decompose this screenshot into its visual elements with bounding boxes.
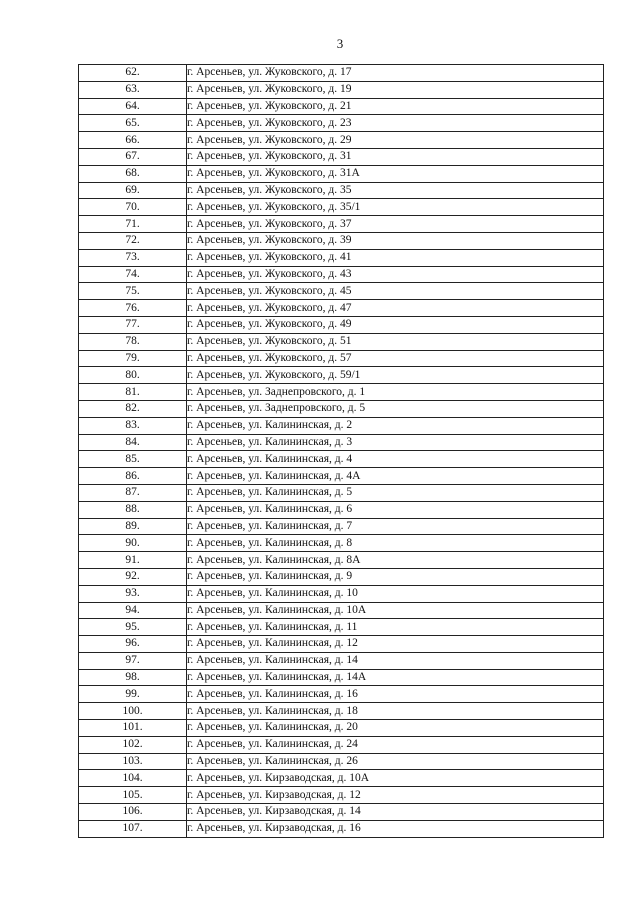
table-row xyxy=(79,501,604,518)
table-row xyxy=(79,820,604,837)
row-address: г. Арсеньев, ул. Калининская, д. 9 xyxy=(187,568,604,585)
row-address: г. Арсеньев, ул. Кирзаводская, д. 10А xyxy=(187,770,604,787)
row-address: г. Арсеньев, ул. Жуковского, д. 21 xyxy=(187,98,604,115)
table-row xyxy=(79,535,604,552)
table-row xyxy=(79,434,604,451)
row-address: г. Арсеньев, ул. Жуковского, д. 35 xyxy=(187,182,604,199)
row-address: г. Арсеньев, ул. Калининская, д. 14А xyxy=(187,669,604,686)
row-address: г. Арсеньев, ул. Жуковского, д. 43 xyxy=(187,266,604,283)
row-number: 89. xyxy=(79,518,187,535)
table-row xyxy=(79,703,604,720)
row-address: г. Арсеньев, ул. Жуковского, д. 23 xyxy=(187,115,604,132)
row-address: г. Арсеньев, ул. Жуковского, д. 37 xyxy=(187,216,604,233)
row-number: 87. xyxy=(79,484,187,501)
table-row xyxy=(79,804,604,821)
row-address: г. Арсеньев, ул. Жуковского, д. 31 xyxy=(187,148,604,165)
row-number: 83. xyxy=(79,417,187,434)
row-address: г. Арсеньев, ул. Жуковского, д. 57 xyxy=(187,350,604,367)
row-address: г. Арсеньев, ул. Калининская, д. 10 xyxy=(187,585,604,602)
table-row xyxy=(79,283,604,300)
table-row xyxy=(79,484,604,501)
row-number: 84. xyxy=(79,434,187,451)
row-address: г. Арсеньев, ул. Жуковского, д. 29 xyxy=(187,132,604,149)
table-row xyxy=(79,266,604,283)
row-number: 75. xyxy=(79,283,187,300)
row-address: г. Арсеньев, ул. Жуковского, д. 51 xyxy=(187,333,604,350)
row-address: г. Арсеньев, ул. Жуковского, д. 41 xyxy=(187,249,604,266)
row-address: г. Арсеньев, ул. Жуковского, д. 17 xyxy=(187,65,604,82)
row-number: 96. xyxy=(79,636,187,653)
row-number: 95. xyxy=(79,619,187,636)
table-row xyxy=(79,753,604,770)
row-number: 93. xyxy=(79,585,187,602)
row-number: 80. xyxy=(79,367,187,384)
address-table xyxy=(78,64,604,838)
row-number: 94. xyxy=(79,602,187,619)
row-address: г. Арсеньев, ул. Калининская, д. 2 xyxy=(187,417,604,434)
table-row xyxy=(79,417,604,434)
row-number: 101. xyxy=(79,720,187,737)
table-row xyxy=(79,367,604,384)
row-number: 105. xyxy=(79,787,187,804)
table-row xyxy=(79,400,604,417)
row-number: 66. xyxy=(79,132,187,149)
row-number: 71. xyxy=(79,216,187,233)
table-row xyxy=(79,98,604,115)
row-address: г. Арсеньев, ул. Калининская, д. 16 xyxy=(187,686,604,703)
table-row xyxy=(79,350,604,367)
table-row xyxy=(79,552,604,569)
row-number: 76. xyxy=(79,300,187,317)
table-row xyxy=(79,333,604,350)
table-row xyxy=(79,199,604,216)
table-row xyxy=(79,652,604,669)
row-address: г. Арсеньев, ул. Калининская, д. 7 xyxy=(187,518,604,535)
row-address: г. Арсеньев, ул. Калининская, д. 20 xyxy=(187,720,604,737)
table-row xyxy=(79,232,604,249)
table-row xyxy=(79,619,604,636)
row-address: г. Арсеньев, ул. Кирзаводская, д. 12 xyxy=(187,787,604,804)
row-number: 67. xyxy=(79,148,187,165)
row-number: 64. xyxy=(79,98,187,115)
row-number: 74. xyxy=(79,266,187,283)
row-address: г. Арсеньев, ул. Калининская, д. 8 xyxy=(187,535,604,552)
table-row xyxy=(79,602,604,619)
row-address: г. Арсеньев, ул. Калининская, д. 11 xyxy=(187,619,604,636)
row-number: 98. xyxy=(79,669,187,686)
address-table-body xyxy=(79,65,604,838)
row-number: 82. xyxy=(79,400,187,417)
row-number: 88. xyxy=(79,501,187,518)
row-number: 65. xyxy=(79,115,187,132)
row-number: 78. xyxy=(79,333,187,350)
row-number: 62. xyxy=(79,65,187,82)
row-address: г. Арсеньев, ул. Кирзаводская, д. 16 xyxy=(187,820,604,837)
row-number: 106. xyxy=(79,804,187,821)
row-number: 69. xyxy=(79,182,187,199)
row-number: 104. xyxy=(79,770,187,787)
row-number: 92. xyxy=(79,568,187,585)
row-number: 86. xyxy=(79,468,187,485)
row-address: г. Арсеньев, ул. Жуковского, д. 47 xyxy=(187,300,604,317)
row-number: 102. xyxy=(79,736,187,753)
row-address: г. Арсеньев, ул. Жуковского, д. 45 xyxy=(187,283,604,300)
row-number: 107. xyxy=(79,820,187,837)
row-address: г. Арсеньев, ул. Жуковского, д. 31А xyxy=(187,165,604,182)
row-number: 79. xyxy=(79,350,187,367)
table-row xyxy=(79,736,604,753)
row-address: г. Арсеньев, ул. Жуковского, д. 35/1 xyxy=(187,199,604,216)
row-address: г. Арсеньев, ул. Калининская, д. 3 xyxy=(187,434,604,451)
table-row xyxy=(79,686,604,703)
table-row xyxy=(79,468,604,485)
table-row xyxy=(79,81,604,98)
row-address: г. Арсеньев, ул. Калининская, д. 8А xyxy=(187,552,604,569)
table-row xyxy=(79,148,604,165)
row-address: г. Арсеньев, ул. Жуковского, д. 19 xyxy=(187,81,604,98)
table-row xyxy=(79,65,604,82)
row-address: г. Арсеньев, ул. Калининская, д. 5 xyxy=(187,484,604,501)
table-row xyxy=(79,249,604,266)
row-address: г. Арсеньев, ул. Калининская, д. 6 xyxy=(187,501,604,518)
row-number: 85. xyxy=(79,451,187,468)
table-row xyxy=(79,770,604,787)
table-row xyxy=(79,720,604,737)
table-row xyxy=(79,669,604,686)
row-address: г. Арсеньев, ул. Заднепровского, д. 5 xyxy=(187,400,604,417)
row-address: г. Арсеньев, ул. Калининская, д. 24 xyxy=(187,736,604,753)
table-row xyxy=(79,636,604,653)
table-row xyxy=(79,384,604,401)
row-number: 63. xyxy=(79,81,187,98)
table-row xyxy=(79,115,604,132)
row-address: г. Арсеньев, ул. Жуковского, д. 39 xyxy=(187,232,604,249)
row-number: 99. xyxy=(79,686,187,703)
row-address: г. Арсеньев, ул. Заднепровского, д. 1 xyxy=(187,384,604,401)
row-number: 72. xyxy=(79,232,187,249)
row-number: 73. xyxy=(79,249,187,266)
row-address: г. Арсеньев, ул. Кирзаводская, д. 14 xyxy=(187,804,604,821)
row-number: 97. xyxy=(79,652,187,669)
row-number: 90. xyxy=(79,535,187,552)
table-row xyxy=(79,451,604,468)
table-row xyxy=(79,182,604,199)
row-address: г. Арсеньев, ул. Калининская, д. 12 xyxy=(187,636,604,653)
row-address: г. Арсеньев, ул. Калининская, д. 26 xyxy=(187,753,604,770)
table-row xyxy=(79,216,604,233)
page-number: 3 xyxy=(336,36,344,51)
row-address: г. Арсеньев, ул. Жуковского, д. 59/1 xyxy=(187,367,604,384)
row-number: 77. xyxy=(79,316,187,333)
row-address: г. Арсеньев, ул. Калининская, д. 4 xyxy=(187,451,604,468)
row-address: г. Арсеньев, ул. Калининская, д. 18 xyxy=(187,703,604,720)
table-row xyxy=(79,518,604,535)
table-row xyxy=(79,787,604,804)
row-address: г. Арсеньев, ул. Калининская, д. 14 xyxy=(187,652,604,669)
row-number: 100. xyxy=(79,703,187,720)
row-number: 81. xyxy=(79,384,187,401)
table-row xyxy=(79,316,604,333)
table-row xyxy=(79,585,604,602)
row-address: г. Арсеньев, ул. Калининская, д. 4А xyxy=(187,468,604,485)
row-number: 91. xyxy=(79,552,187,569)
row-number: 70. xyxy=(79,199,187,216)
table-row xyxy=(79,568,604,585)
table-row xyxy=(79,132,604,149)
table-row xyxy=(79,300,604,317)
row-address: г. Арсеньев, ул. Калининская, д. 10А xyxy=(187,602,604,619)
row-number: 68. xyxy=(79,165,187,182)
table-row xyxy=(79,165,604,182)
row-address: г. Арсеньев, ул. Жуковского, д. 49 xyxy=(187,316,604,333)
row-number: 103. xyxy=(79,753,187,770)
